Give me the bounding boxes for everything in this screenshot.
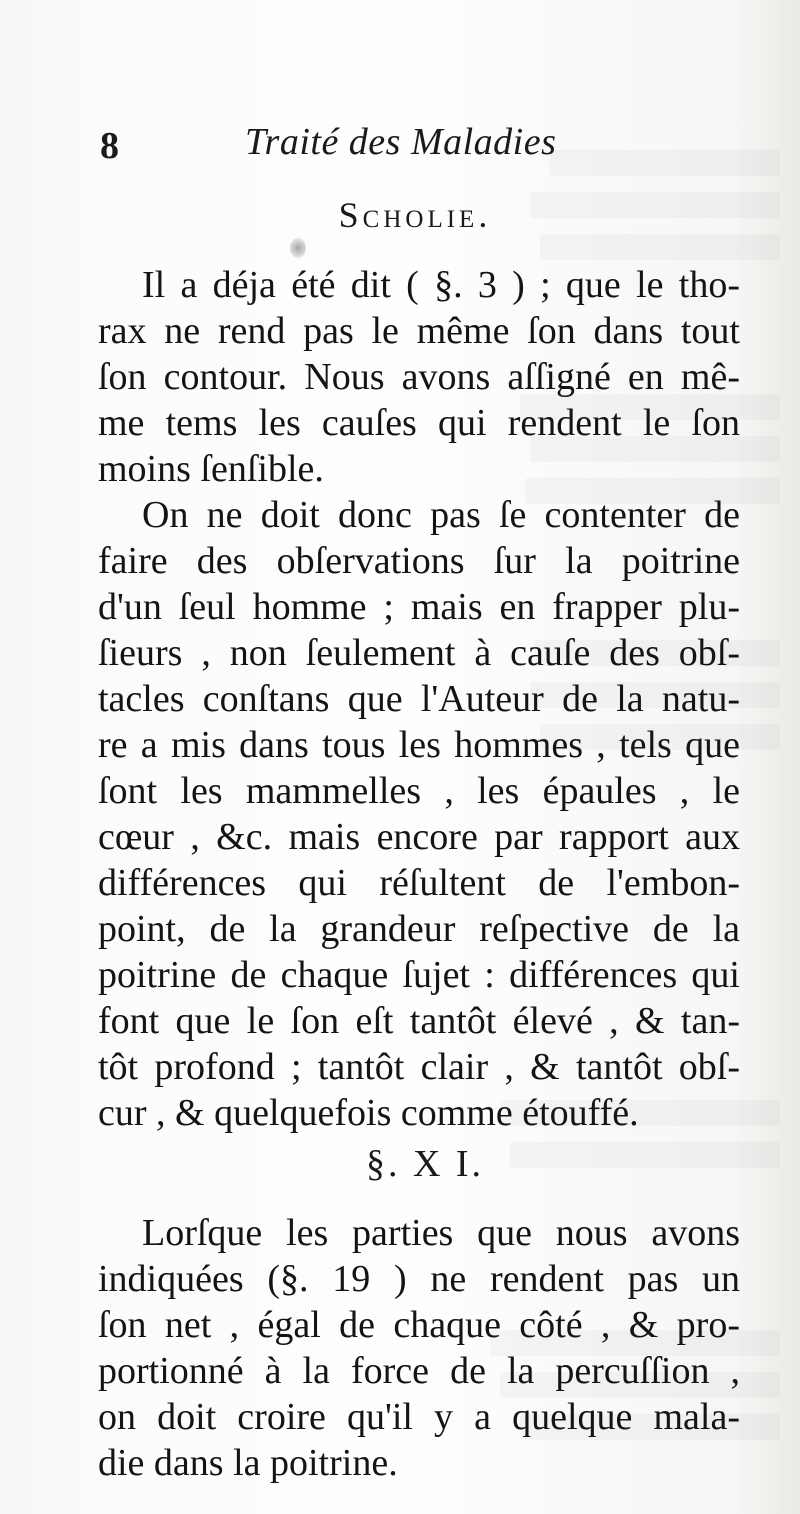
text-line: faire des obſervations ſur la poitrine bbox=[98, 540, 740, 582]
running-title: Traité des Maladies bbox=[245, 121, 557, 163]
text-line: ſon net , égal de chaque côté , & pro- bbox=[98, 1304, 740, 1346]
text-line: ſont les mammelles , les épaules , le bbox=[98, 770, 740, 812]
text-line: On ne doit donc pas ſe contenter de bbox=[142, 494, 740, 536]
scholie-paragraph-2 bbox=[98, 492, 740, 1136]
text-line: re a mis dans tous les hommes , tels que bbox=[98, 724, 740, 766]
text-line: cur , & quelquefois comme étouffé. bbox=[98, 1092, 639, 1134]
text-line: font que le ſon eſt tantôt élevé , & tan- bbox=[98, 1000, 740, 1042]
section-xi-heading: §. X I. bbox=[365, 1143, 485, 1185]
scholie-heading: Scholie. bbox=[338, 195, 492, 235]
text-line: d'un ſeul homme ; mais en frapper plu- bbox=[98, 586, 740, 628]
text-line: die dans la poitrine. bbox=[98, 1442, 398, 1484]
text-line: ſon contour. Nous avons aſſigné en mê- bbox=[98, 356, 740, 398]
page-number: 8 bbox=[100, 125, 119, 167]
page-header bbox=[100, 120, 570, 170]
text-line: tôt profond ; tantôt clair , & tantôt obſ- bbox=[98, 1046, 740, 1088]
section-xi-paragraph bbox=[98, 1210, 740, 1486]
text-line: moins ſenſible. bbox=[98, 448, 324, 490]
ink-smudge bbox=[290, 238, 306, 258]
text-line: point, de la grandeur reſpective de la bbox=[98, 908, 740, 950]
text-line: on doit croire qu'il y a quelque mala- bbox=[98, 1396, 740, 1438]
text-line: Il a déja été dit ( §. 3 ) ; que le tho- bbox=[142, 264, 740, 306]
text-line: me tems les cauſes qui rendent le ſon bbox=[98, 402, 740, 444]
text-line: rax ne rend pas le même ſon dans tout bbox=[98, 310, 740, 352]
text-line: portionné à la force de la percuſſion , bbox=[98, 1350, 740, 1392]
text-line: différences qui réſultent de l'embon- bbox=[98, 862, 740, 904]
text-line: poitrine de chaque ſujet : différences qui bbox=[98, 954, 740, 996]
scholie-paragraph-1 bbox=[98, 262, 740, 492]
text-line: indiquées (§. 19 ) ne rendent pas un bbox=[98, 1258, 740, 1300]
text-line: cœur , &c. mais encore par rapport aux bbox=[98, 816, 740, 858]
text-line: tacles conſtans que l'Auteur de la natu- bbox=[98, 678, 740, 720]
text-line: Lorſque les parties que nous avons bbox=[142, 1212, 740, 1254]
text-line: ſieurs , non ſeulement à cauſe des obſ- bbox=[98, 632, 740, 674]
